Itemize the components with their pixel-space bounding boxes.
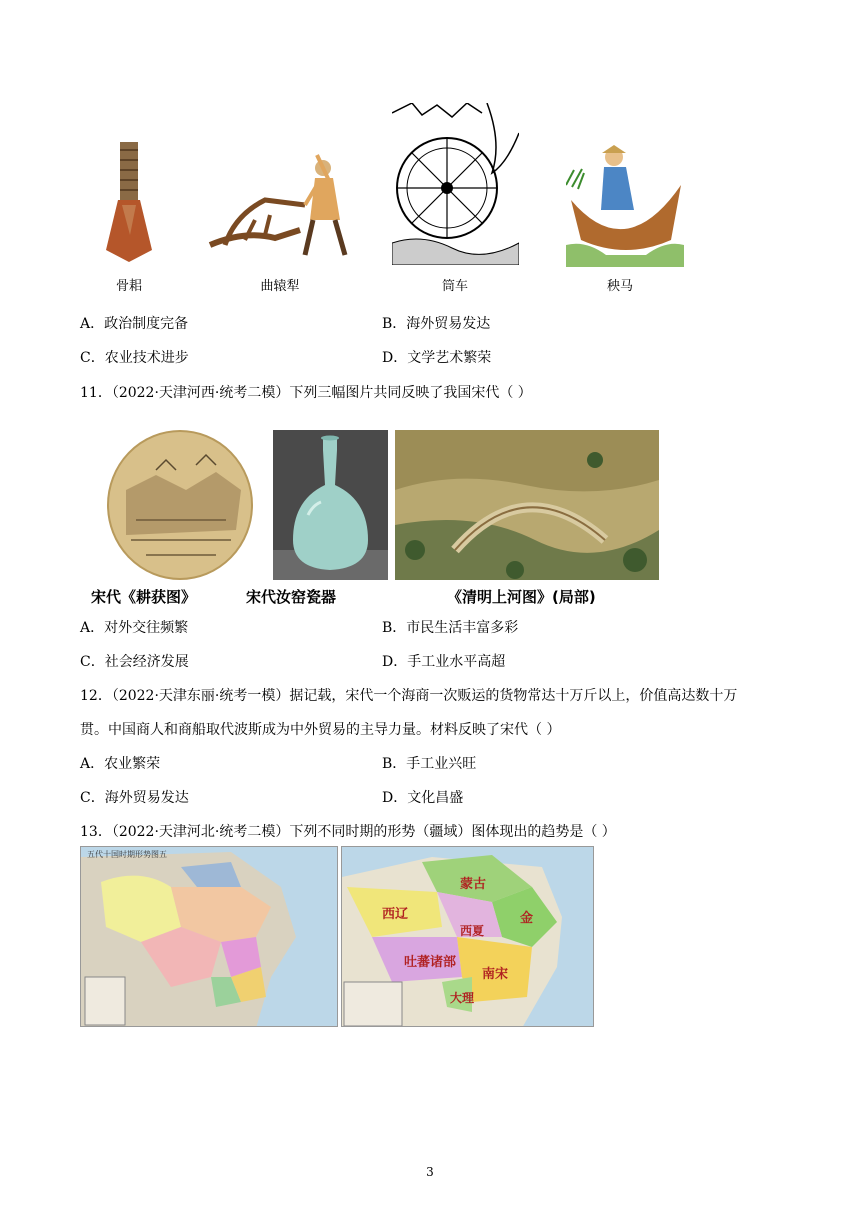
q11-option-c: C．社会经济发展 — [80, 654, 189, 670]
q12-option-d: D．文化昌盛 — [382, 790, 464, 806]
page-number: 3 — [426, 1165, 434, 1179]
water-wheel-image — [392, 103, 519, 265]
map2-label-mongol: 蒙古 — [460, 877, 487, 892]
q13-stem: 13．（2022·天津河北·统考二模）下列不同时期的形势（疆域）图体现出的趋势是（ ） — [80, 824, 616, 840]
q11-option-d: D．手工业水平高超 — [382, 654, 506, 670]
seedling-boat-image — [566, 145, 684, 267]
caption-farming-painting: 宋代《耕获图》 — [91, 588, 197, 606]
q11-option-b: B．市民生活丰富多彩 — [382, 620, 519, 636]
map2-label-xiliao: 西辽 — [382, 907, 409, 922]
map2-label-tubo: 吐蕃诸部 — [404, 955, 457, 970]
q12-stem-line1: 12．（2022·天津东丽·统考一模）据记载，宋代一个海商一次贩运的货物常达十万斤以上，价值高达数十万 — [80, 688, 738, 704]
five-dynasties-map — [80, 846, 338, 1027]
qingming-scroll-image — [395, 430, 659, 580]
caption-seedling-boat: 秧马 — [606, 279, 633, 294]
caption-bone-spade: 骨耜 — [115, 279, 142, 294]
caption-water-wheel: 筒车 — [441, 279, 468, 294]
map2-label-xixia: 西夏 — [460, 924, 485, 938]
q12-option-a: A．农业繁荣 — [80, 756, 161, 772]
map1-title: 五代十国时期形势图五 — [87, 850, 167, 859]
map2-label-jin: 金 — [520, 911, 534, 926]
curved-plough-image — [205, 150, 355, 260]
farming-painting-image — [106, 430, 254, 580]
q10-option-a: A．政治制度完备 — [80, 316, 189, 332]
map2-label-dali: 大理 — [450, 991, 475, 1005]
map2-label-southern-song: 南宋 — [482, 967, 509, 982]
q12-stem-line2: 贯。中国商人和商船取代波斯成为中外贸易的主导力量。材料反映了宋代（ ） — [80, 722, 561, 738]
q11-stem: 11．（2022·天津河西·统考二模）下列三幅图片共同反映了我国宋代（ ） — [80, 385, 532, 401]
q10-option-d: D．文学艺术繁荣 — [382, 350, 492, 366]
caption-curved-plough: 曲辕犁 — [260, 279, 300, 294]
ru-kiln-vase-image — [273, 430, 388, 580]
q10-option-b: B．海外贸易发达 — [382, 316, 491, 332]
q12-option-c: C．海外贸易发达 — [80, 790, 189, 806]
q11-option-a: A．对外交往频繁 — [80, 620, 189, 636]
caption-qingming: 《清明上河图》(局部) — [447, 588, 596, 606]
caption-ru-kiln: 宋代汝窑瓷器 — [246, 588, 337, 606]
southern-song-map — [341, 846, 594, 1027]
q10-option-c: C．农业技术进步 — [80, 350, 189, 366]
q12-option-b: B．手工业兴旺 — [382, 756, 477, 772]
bone-spade-image — [100, 140, 158, 265]
